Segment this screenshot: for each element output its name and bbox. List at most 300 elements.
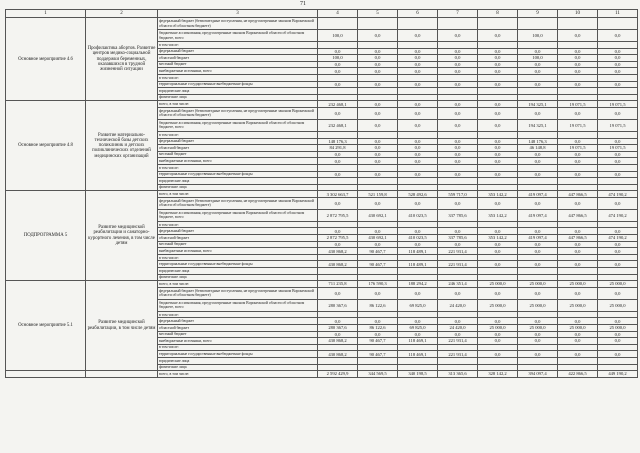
value-cell bbox=[558, 344, 598, 351]
value-cell: 0,0 bbox=[438, 197, 478, 209]
value-cell bbox=[358, 274, 398, 281]
value-cell: 25 000,0 bbox=[478, 299, 518, 311]
value-cell bbox=[318, 221, 358, 228]
value-cell: 0,0 bbox=[358, 61, 398, 68]
value-cell: 0,0 bbox=[398, 158, 438, 165]
funding-source-cell: физические лица bbox=[158, 364, 318, 371]
funding-source-cell: в том числе: bbox=[158, 42, 318, 49]
value-cell bbox=[558, 164, 598, 171]
header-cell: 6 bbox=[398, 10, 438, 18]
value-cell bbox=[318, 344, 358, 351]
value-cell: 410 023,5 bbox=[398, 235, 438, 242]
value-cell bbox=[438, 164, 478, 171]
value-cell: 430 692,1 bbox=[358, 209, 398, 221]
value-cell bbox=[598, 184, 638, 191]
value-cell: 0,0 bbox=[438, 48, 478, 55]
value-cell: 0,0 bbox=[438, 331, 478, 338]
value-cell: 0,0 bbox=[478, 101, 518, 108]
funding-source-cell: федеральный бюджет bbox=[158, 48, 318, 55]
value-cell bbox=[438, 74, 478, 81]
value-cell bbox=[358, 254, 398, 261]
value-cell: 0,0 bbox=[318, 197, 358, 209]
value-cell bbox=[398, 311, 438, 318]
value-cell: 0,0 bbox=[438, 55, 478, 62]
value-cell bbox=[478, 42, 518, 49]
value-cell: 24 420,0 bbox=[438, 325, 478, 332]
table-row bbox=[6, 281, 638, 288]
value-cell: 0,0 bbox=[438, 138, 478, 145]
value-cell: 19 071,5 bbox=[598, 145, 638, 152]
value-cell bbox=[358, 94, 398, 101]
table-row bbox=[6, 101, 638, 108]
value-cell: 0,0 bbox=[558, 331, 598, 338]
value-cell: 19 071,5 bbox=[558, 119, 598, 131]
value-cell: 0,0 bbox=[518, 151, 558, 158]
value-cell: 0,0 bbox=[518, 318, 558, 325]
value-cell: 25 000,0 bbox=[598, 299, 638, 311]
value-cell: 0,0 bbox=[358, 68, 398, 75]
funding-source-cell: областной бюджет bbox=[158, 55, 318, 62]
value-cell: 0,0 bbox=[398, 119, 438, 131]
value-cell bbox=[478, 184, 518, 191]
value-cell: 221 931,4 bbox=[438, 261, 478, 268]
value-cell: 0,0 bbox=[478, 338, 518, 345]
value-cell: 0,0 bbox=[358, 331, 398, 338]
value-cell: 0,0 bbox=[318, 68, 358, 75]
page-number: 71 bbox=[300, 1, 306, 7]
item-title-cell: Профилактика абортов. Развитие центров медико-социальной поддержки беременных, оказавшихся в трудной жизненной ситуации bbox=[86, 18, 158, 101]
item-title-cell: Развитие медицинской реабилитации и санаторно-курортного лечения, в том числе детям bbox=[86, 191, 158, 281]
value-cell bbox=[518, 344, 558, 351]
value-cell: 90 467,7 bbox=[358, 261, 398, 268]
value-cell: 0,0 bbox=[438, 81, 478, 88]
value-cell: 0,0 bbox=[558, 171, 598, 178]
value-cell: 25 000,0 bbox=[558, 325, 598, 332]
value-cell: 521 159,8 bbox=[358, 191, 398, 198]
funding-source-cell: местный бюджет bbox=[158, 241, 318, 248]
value-cell bbox=[518, 274, 558, 281]
funding-source-cell: в том числе: bbox=[158, 311, 318, 318]
value-cell: 2 592 429,9 bbox=[318, 371, 358, 378]
funding-source-cell: в том числе: bbox=[158, 131, 318, 138]
value-cell: 0,0 bbox=[558, 248, 598, 255]
value-cell bbox=[478, 311, 518, 318]
funding-source-cell: юридические лица bbox=[158, 268, 318, 275]
value-cell: 0,0 bbox=[398, 55, 438, 62]
value-cell bbox=[598, 268, 638, 275]
header-cell: 4 bbox=[318, 10, 358, 18]
value-cell: 90 467,7 bbox=[358, 351, 398, 358]
value-cell: 474 190,2 bbox=[598, 191, 638, 198]
value-cell bbox=[438, 94, 478, 101]
value-cell: 0,0 bbox=[318, 171, 358, 178]
funding-source-cell: бюджетные ассигнования, предусмотренные законом Воронежской области об областном бюджете, всего bbox=[158, 30, 318, 42]
funding-source-cell: физические лица bbox=[158, 94, 318, 101]
value-cell bbox=[398, 18, 438, 30]
value-cell: 86 122,6 bbox=[358, 325, 398, 332]
value-cell: 25 000,0 bbox=[478, 281, 518, 288]
value-cell bbox=[598, 42, 638, 49]
value-cell: 0,0 bbox=[358, 48, 398, 55]
value-cell: 0,0 bbox=[598, 68, 638, 75]
value-cell bbox=[398, 221, 438, 228]
value-cell: 430 692,1 bbox=[358, 235, 398, 242]
value-cell: 0,0 bbox=[478, 228, 518, 235]
value-cell: 0,0 bbox=[398, 151, 438, 158]
value-cell: 0,0 bbox=[518, 107, 558, 119]
value-cell: 0,0 bbox=[558, 138, 598, 145]
funding-source-cell: в том числе: bbox=[158, 74, 318, 81]
value-cell: 0,0 bbox=[358, 30, 398, 42]
value-cell: 0,0 bbox=[478, 351, 518, 358]
funding-source-cell: внебюджетные источники, всего bbox=[158, 68, 318, 75]
value-cell bbox=[558, 88, 598, 95]
value-cell: 0,0 bbox=[558, 61, 598, 68]
funding-source-cell: федеральный бюджет (безвозмездные поступления, не предусмотренные законом Воронежской области об областном бюджете) bbox=[158, 287, 318, 299]
header-cell: 10 bbox=[558, 10, 598, 18]
value-cell: 422 866,5 bbox=[558, 371, 598, 378]
value-cell bbox=[518, 88, 558, 95]
value-cell bbox=[598, 311, 638, 318]
value-cell: 232 468,1 bbox=[318, 119, 358, 131]
value-cell: 0,0 bbox=[318, 331, 358, 338]
value-cell bbox=[558, 311, 598, 318]
value-cell bbox=[558, 131, 598, 138]
value-cell: 0,0 bbox=[518, 287, 558, 299]
value-cell: 0,0 bbox=[478, 261, 518, 268]
value-cell: 0,0 bbox=[598, 228, 638, 235]
value-cell: 0,0 bbox=[598, 261, 638, 268]
value-cell bbox=[478, 18, 518, 30]
value-cell bbox=[598, 274, 638, 281]
funding-source-cell: в том числе: bbox=[158, 344, 318, 351]
value-cell: 0,0 bbox=[478, 171, 518, 178]
funding-source-cell: областной бюджет bbox=[158, 325, 318, 332]
value-cell bbox=[438, 344, 478, 351]
value-cell: 0,0 bbox=[358, 107, 398, 119]
value-cell: 0,0 bbox=[438, 151, 478, 158]
item-code-cell: ПОДПРОГРАММА 5 bbox=[6, 191, 86, 281]
value-cell bbox=[598, 94, 638, 101]
value-cell bbox=[518, 357, 558, 364]
value-cell: 0,0 bbox=[398, 81, 438, 88]
value-cell: 246 351,4 bbox=[438, 281, 478, 288]
value-cell: 19 071,5 bbox=[558, 145, 598, 152]
value-cell: 188 294,2 bbox=[398, 281, 438, 288]
value-cell: 2 872 795,5 bbox=[318, 235, 358, 242]
value-cell bbox=[358, 88, 398, 95]
item-code-cell bbox=[6, 371, 86, 378]
value-cell bbox=[558, 274, 598, 281]
value-cell: 0,0 bbox=[558, 151, 598, 158]
value-cell bbox=[358, 344, 398, 351]
value-cell: 0,0 bbox=[598, 81, 638, 88]
value-cell: 0,0 bbox=[598, 331, 638, 338]
value-cell bbox=[518, 221, 558, 228]
value-cell: 25 000,0 bbox=[518, 299, 558, 311]
value-cell bbox=[478, 221, 518, 228]
value-cell: 0,0 bbox=[598, 107, 638, 119]
funding-source-cell: всего, в том числе: bbox=[158, 191, 318, 198]
header-cell: 3 bbox=[158, 10, 318, 18]
value-cell: 0,0 bbox=[478, 48, 518, 55]
value-cell bbox=[518, 131, 558, 138]
value-cell bbox=[318, 18, 358, 30]
funding-source-cell: местный бюджет bbox=[158, 61, 318, 68]
value-cell: 340 198,5 bbox=[398, 371, 438, 378]
value-cell bbox=[598, 364, 638, 371]
value-cell: 0,0 bbox=[358, 55, 398, 62]
value-cell: 0,0 bbox=[518, 81, 558, 88]
value-cell: 0,0 bbox=[558, 338, 598, 345]
value-cell bbox=[318, 164, 358, 171]
value-cell: 46 148,8 bbox=[518, 145, 558, 152]
value-cell: 176 590,3 bbox=[358, 281, 398, 288]
value-cell bbox=[358, 18, 398, 30]
value-cell bbox=[398, 131, 438, 138]
value-cell: 0,0 bbox=[438, 241, 478, 248]
value-cell: 0,0 bbox=[478, 145, 518, 152]
value-cell: 0,0 bbox=[358, 241, 398, 248]
value-cell: 0,0 bbox=[478, 68, 518, 75]
header-cell: 2 bbox=[86, 10, 158, 18]
value-cell bbox=[478, 254, 518, 261]
value-cell: 69 825,0 bbox=[398, 325, 438, 332]
value-cell: 25 000,0 bbox=[598, 281, 638, 288]
value-cell bbox=[438, 178, 478, 185]
value-cell bbox=[478, 74, 518, 81]
value-cell: 0,0 bbox=[598, 248, 638, 255]
value-cell bbox=[598, 164, 638, 171]
value-cell: 0,0 bbox=[318, 81, 358, 88]
value-cell: 25 000,0 bbox=[558, 281, 598, 288]
value-cell: 0,0 bbox=[598, 197, 638, 209]
value-cell bbox=[598, 74, 638, 81]
value-cell bbox=[318, 94, 358, 101]
table-body bbox=[6, 10, 638, 378]
value-cell: 0,0 bbox=[518, 228, 558, 235]
value-cell: 194 325,1 bbox=[518, 101, 558, 108]
value-cell: 0,0 bbox=[478, 241, 518, 248]
value-cell bbox=[318, 274, 358, 281]
value-cell: 0,0 bbox=[438, 228, 478, 235]
value-cell: 0,0 bbox=[598, 138, 638, 145]
value-cell bbox=[358, 268, 398, 275]
value-cell: 419 097,4 bbox=[518, 235, 558, 242]
value-cell: 0,0 bbox=[518, 197, 558, 209]
header-row bbox=[6, 10, 638, 18]
value-cell: 337 785,6 bbox=[438, 235, 478, 242]
value-cell bbox=[598, 18, 638, 30]
funding-source-cell: всего, в том числе: bbox=[158, 101, 318, 108]
value-cell: 0,0 bbox=[598, 171, 638, 178]
value-cell bbox=[398, 364, 438, 371]
value-cell: 19 071,5 bbox=[558, 101, 598, 108]
value-cell bbox=[518, 184, 558, 191]
value-cell: 559 717,0 bbox=[438, 191, 478, 198]
value-cell bbox=[358, 74, 398, 81]
value-cell: 353 142,2 bbox=[478, 191, 518, 198]
value-cell bbox=[558, 268, 598, 275]
value-cell bbox=[398, 254, 438, 261]
value-cell: 0,0 bbox=[318, 48, 358, 55]
funding-source-cell: территориальные государственные внебюджетные фонды bbox=[158, 171, 318, 178]
funding-source-cell: федеральный бюджет bbox=[158, 318, 318, 325]
value-cell bbox=[398, 344, 438, 351]
value-cell: 0,0 bbox=[598, 61, 638, 68]
value-cell: 447 866,5 bbox=[558, 191, 598, 198]
value-cell: 0,0 bbox=[398, 48, 438, 55]
value-cell: 90 467,7 bbox=[358, 338, 398, 345]
value-cell: 0,0 bbox=[478, 331, 518, 338]
value-cell: 0,0 bbox=[358, 145, 398, 152]
header-cell: 7 bbox=[438, 10, 478, 18]
value-cell bbox=[478, 344, 518, 351]
value-cell: 118 489,1 bbox=[398, 261, 438, 268]
value-cell bbox=[398, 184, 438, 191]
value-cell bbox=[398, 88, 438, 95]
value-cell bbox=[518, 42, 558, 49]
value-cell: 0,0 bbox=[398, 145, 438, 152]
value-cell: 0,0 bbox=[598, 30, 638, 42]
funding-source-cell: бюджетные ассигнования, предусмотренные законом Воронежской области об областном бюджете, всего bbox=[158, 209, 318, 221]
value-cell: 0,0 bbox=[438, 107, 478, 119]
value-cell: 0,0 bbox=[318, 158, 358, 165]
value-cell: 100,0 bbox=[318, 30, 358, 42]
value-cell: 0,0 bbox=[478, 287, 518, 299]
value-cell: 0,0 bbox=[358, 197, 398, 209]
value-cell bbox=[318, 42, 358, 49]
value-cell: 0,0 bbox=[478, 318, 518, 325]
value-cell bbox=[358, 364, 398, 371]
value-cell bbox=[398, 164, 438, 171]
value-cell bbox=[318, 184, 358, 191]
item-code-cell: Основное мероприятие 4.6 bbox=[6, 18, 86, 101]
value-cell bbox=[558, 357, 598, 364]
header-cell: 9 bbox=[518, 10, 558, 18]
value-cell: 0,0 bbox=[318, 61, 358, 68]
value-cell: 148 176,3 bbox=[518, 138, 558, 145]
value-cell: 0,0 bbox=[558, 158, 598, 165]
value-cell bbox=[478, 131, 518, 138]
value-cell: 2 872 795,5 bbox=[318, 209, 358, 221]
value-cell: 0,0 bbox=[558, 107, 598, 119]
value-cell: 0,0 bbox=[318, 241, 358, 248]
value-cell: 0,0 bbox=[438, 61, 478, 68]
value-cell: 3 302 663,7 bbox=[318, 191, 358, 198]
header-cell: 8 bbox=[478, 10, 518, 18]
value-cell: 353 142,2 bbox=[478, 209, 518, 221]
value-cell bbox=[558, 74, 598, 81]
value-cell: 0,0 bbox=[598, 158, 638, 165]
value-cell: 0,0 bbox=[558, 351, 598, 358]
value-cell bbox=[558, 254, 598, 261]
value-cell bbox=[598, 88, 638, 95]
value-cell: 0,0 bbox=[358, 287, 398, 299]
value-cell bbox=[518, 74, 558, 81]
value-cell: 419 097,4 bbox=[518, 191, 558, 198]
funding-source-cell: федеральный бюджет (безвозмездные поступления, не предусмотренные законом Воронежской области об областном бюджете) bbox=[158, 18, 318, 30]
funding-source-cell: физические лица bbox=[158, 184, 318, 191]
value-cell: 337 785,6 bbox=[438, 209, 478, 221]
value-cell: 25 000,0 bbox=[598, 325, 638, 332]
value-cell: 0,0 bbox=[478, 248, 518, 255]
table-row bbox=[6, 371, 638, 378]
value-cell: 25 000,0 bbox=[478, 325, 518, 332]
value-cell: 221 931,4 bbox=[438, 338, 478, 345]
value-cell: 0,0 bbox=[598, 338, 638, 345]
value-cell bbox=[438, 364, 478, 371]
funding-source-cell: физические лица bbox=[158, 274, 318, 281]
funding-source-cell: юридические лица bbox=[158, 88, 318, 95]
value-cell bbox=[518, 178, 558, 185]
value-cell: 0,0 bbox=[558, 287, 598, 299]
header-cell: 11 bbox=[598, 10, 638, 18]
value-cell bbox=[398, 268, 438, 275]
value-cell: 118 489,1 bbox=[398, 248, 438, 255]
value-cell bbox=[598, 357, 638, 364]
value-cell bbox=[438, 357, 478, 364]
value-cell bbox=[598, 254, 638, 261]
value-cell bbox=[438, 131, 478, 138]
value-cell bbox=[478, 164, 518, 171]
funding-source-cell: в том числе: bbox=[158, 164, 318, 171]
value-cell: 0,0 bbox=[398, 61, 438, 68]
funding-source-cell: в том числе: bbox=[158, 254, 318, 261]
value-cell: 0,0 bbox=[558, 241, 598, 248]
value-cell: 0,0 bbox=[478, 30, 518, 42]
value-cell bbox=[318, 254, 358, 261]
value-cell bbox=[438, 254, 478, 261]
value-cell: 0,0 bbox=[598, 318, 638, 325]
value-cell: 430 868,2 bbox=[318, 261, 358, 268]
value-cell: 0,0 bbox=[398, 101, 438, 108]
value-cell: 0,0 bbox=[598, 241, 638, 248]
value-cell bbox=[598, 178, 638, 185]
value-cell bbox=[478, 357, 518, 364]
value-cell: 430 868,2 bbox=[318, 351, 358, 358]
value-cell bbox=[598, 131, 638, 138]
value-cell: 280 367,6 bbox=[318, 299, 358, 311]
value-cell bbox=[358, 178, 398, 185]
value-cell bbox=[318, 178, 358, 185]
value-cell: 410 023,5 bbox=[398, 209, 438, 221]
value-cell: 100,0 bbox=[518, 55, 558, 62]
funding-source-cell: федеральный бюджет bbox=[158, 138, 318, 145]
value-cell bbox=[318, 364, 358, 371]
value-cell: 0,0 bbox=[518, 261, 558, 268]
value-cell: 0,0 bbox=[598, 287, 638, 299]
value-cell: 0,0 bbox=[598, 48, 638, 55]
funding-source-cell: местный бюджет bbox=[158, 151, 318, 158]
value-cell bbox=[358, 357, 398, 364]
value-cell bbox=[398, 178, 438, 185]
funding-source-cell: бюджетные ассигнования, предусмотренные законом Воронежской области об областном бюджете, всего bbox=[158, 299, 318, 311]
value-cell bbox=[358, 311, 398, 318]
value-cell bbox=[318, 311, 358, 318]
value-cell: 19 071,5 bbox=[598, 119, 638, 131]
funding-source-cell: юридические лица bbox=[158, 357, 318, 364]
value-cell bbox=[518, 94, 558, 101]
value-cell bbox=[518, 164, 558, 171]
funding-source-cell: федеральный бюджет (безвозмездные поступления, не предусмотренные законом Воронежской области об областном бюджете) bbox=[158, 197, 318, 209]
value-cell: 0,0 bbox=[518, 351, 558, 358]
value-cell: 430 868,2 bbox=[318, 248, 358, 255]
value-cell: 0,0 bbox=[558, 261, 598, 268]
value-cell: 0,0 bbox=[358, 158, 398, 165]
value-cell bbox=[558, 42, 598, 49]
value-cell bbox=[438, 42, 478, 49]
